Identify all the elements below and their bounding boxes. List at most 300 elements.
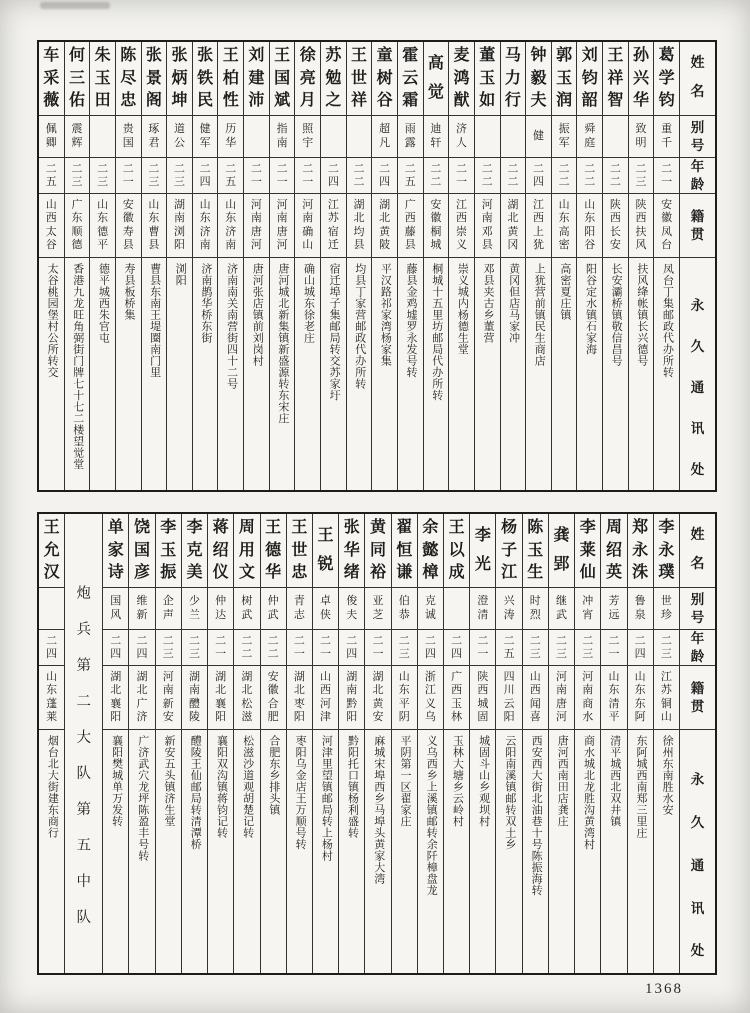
native-cell (418, 666, 443, 730)
person-column (39, 42, 64, 490)
address-cell (270, 258, 295, 490)
person-native: 山 东 东 阿 (634, 670, 646, 724)
age-cell (501, 158, 526, 194)
person-age: 二 二 (507, 162, 519, 188)
person-alias: 贵 国 (122, 123, 134, 149)
person-alias: 震 辉 (71, 123, 83, 149)
person-column (495, 514, 521, 973)
alias-cell (347, 116, 372, 158)
person-native: 江 西 崇 义 (456, 198, 468, 252)
header-column (679, 42, 715, 490)
scan-smudge (40, 2, 110, 9)
native-cell (449, 194, 474, 258)
person-age: 二 四 (379, 162, 391, 188)
person-native: 江 苏 铜 山 (660, 670, 672, 724)
age-cell (142, 158, 167, 194)
person-age: 二 三 (174, 162, 185, 188)
person-alias: 冲 宵 (582, 595, 594, 621)
native-cell (182, 666, 207, 730)
native-cell (218, 194, 243, 258)
person-name: 钟 毅 夫 (530, 47, 547, 109)
age-cell (287, 630, 312, 666)
name-cell (470, 514, 495, 588)
name-cell (321, 42, 346, 116)
person-age: 二 二 (241, 634, 253, 660)
person-alias: 亚 芝 (372, 595, 384, 621)
person-column (260, 514, 286, 973)
person-address: 藤县金鸡墟罗永发号转 (405, 263, 418, 378)
name-cell (628, 514, 653, 588)
person-age: 二 三 (188, 634, 200, 660)
age-cell (167, 158, 192, 194)
person-name: 郭 玉 润 (556, 47, 573, 109)
person-name: 陈 玉 生 (527, 519, 544, 581)
person-address: 德平城西朱官屯 (97, 263, 110, 344)
person-native: 山 东 蓬 莱 (46, 670, 58, 724)
person-name: 王 祥 智 (607, 47, 624, 109)
person-age: 二 三 (398, 634, 410, 660)
person-name: 刘 建 沛 (248, 47, 265, 109)
person-address: 黄冈但店马家冲 (507, 263, 520, 344)
address-cell (501, 258, 526, 490)
person-native: 山 东 济 南 (199, 198, 211, 252)
person-name: 翟 恒 谦 (396, 519, 413, 581)
person-native: 山 东 济 南 (225, 198, 237, 252)
native-cell (365, 666, 390, 730)
alias-cell (526, 116, 551, 158)
native-cell (156, 666, 181, 730)
native-cell (287, 666, 312, 730)
person-name: 王 德 华 (265, 519, 282, 581)
person-name: 霍 云 霜 (402, 47, 419, 109)
person-alias: 迪 轩 (430, 123, 442, 149)
native-cell (496, 666, 521, 730)
native-cell (398, 194, 423, 258)
alias-cell (208, 588, 233, 630)
person-address: 崇义城内杨德生堂 (456, 263, 469, 355)
native-cell (129, 666, 154, 730)
name-cell (347, 42, 372, 116)
address-cell (65, 258, 90, 490)
alias-cell (418, 588, 443, 630)
age-cell (321, 158, 346, 194)
address-cell (449, 258, 474, 490)
address-cell (313, 730, 338, 973)
address-cell (142, 258, 167, 490)
unit-designation-label: 炮 兵 第 二 大 队 第 五 中 队 (76, 586, 91, 927)
address-cell (244, 258, 269, 490)
person-address: 浏阳 (174, 263, 187, 286)
age-cell (65, 158, 90, 194)
header-address-label: 永 久 通 讯 处 (690, 772, 705, 959)
name-cell (398, 42, 423, 116)
person-alias: 澄 清 (477, 595, 489, 621)
person-column (423, 42, 449, 490)
alias-cell (654, 588, 679, 630)
native-cell (295, 194, 320, 258)
address-cell (167, 258, 192, 490)
address-cell (601, 730, 626, 973)
person-address: 广济武穴龙坪陈盈丰号转 (136, 735, 149, 862)
native-cell (552, 194, 577, 258)
name-cell (372, 42, 397, 116)
person-column (469, 514, 495, 973)
address-cell (575, 730, 600, 973)
name-cell (523, 514, 548, 588)
person-native: 浙 江 义 乌 (424, 670, 436, 724)
person-alias: 健 (532, 130, 544, 142)
person-age: 二 三 (660, 634, 672, 660)
native-cell (65, 194, 90, 258)
person-native: 湖 北 广 济 (136, 670, 148, 724)
age-cell (261, 630, 286, 666)
person-alias: 照 宇 (302, 123, 314, 149)
alias-cell (261, 588, 286, 630)
person-native: 陕 西 城 固 (477, 670, 489, 724)
address-cell (398, 258, 423, 490)
native-cell (654, 194, 679, 258)
person-column (338, 514, 364, 973)
person-column (39, 514, 64, 973)
native-cell (549, 666, 574, 730)
person-alias: 继 武 (556, 595, 568, 621)
person-address: 义乌西乡上溪镇邮转余阡樟盘龙 (425, 735, 438, 896)
person-column (653, 42, 679, 490)
native-cell (475, 194, 500, 258)
native-cell (629, 194, 654, 258)
person-column (141, 42, 167, 490)
person-name: 李 光 (474, 526, 491, 574)
person-native: 陕 西 扶 风 (635, 198, 647, 252)
person-alias: 树 武 (241, 595, 253, 621)
person-alias: 少 兰 (188, 595, 200, 621)
person-address: 徐州东南胜水安 (661, 735, 674, 816)
person-address: 阳谷定水镇石家海 (584, 263, 597, 355)
person-age: 二 四 (327, 162, 339, 188)
alias-cell (628, 588, 653, 630)
alias-cell (103, 588, 128, 630)
person-name: 李 莱 仙 (579, 519, 596, 581)
age-cell (444, 630, 469, 666)
person-age: 二 三 (148, 162, 160, 188)
person-address: 西安西大街北油巷十号陈振海转 (530, 735, 543, 896)
alias-cell (496, 588, 521, 630)
person-column (115, 42, 141, 490)
person-alias: 超 凡 (379, 123, 391, 149)
person-column (448, 42, 474, 490)
person-column (243, 42, 269, 490)
person-name: 张 铁 民 (197, 47, 214, 109)
person-age: 二 三 (582, 634, 594, 660)
address-cell (321, 258, 346, 490)
alias-cell (552, 116, 577, 158)
person-alias: 佩 卿 (45, 123, 57, 149)
person-name: 王 国 斌 (274, 47, 291, 109)
name-cell (424, 42, 449, 116)
person-name: 葛 学 钧 (658, 47, 675, 109)
native-cell (193, 194, 218, 258)
person-age: 二 三 (635, 162, 647, 188)
person-alias: 企 声 (162, 595, 174, 621)
person-native: 湖 北 黄 安 (372, 670, 384, 724)
alias-cell (193, 116, 218, 158)
person-native: 湖 南 黔 阳 (346, 670, 358, 724)
native-cell (103, 666, 128, 730)
address-cell (339, 730, 364, 973)
native-cell (39, 194, 64, 258)
person-name: 郑 永 洙 (632, 519, 649, 581)
address-cell (654, 258, 679, 490)
person-address: 平汉路祁家湾杨家集 (379, 263, 392, 367)
alias-cell (313, 588, 338, 630)
age-cell (424, 158, 449, 194)
address-cell (116, 258, 141, 490)
person-column (576, 42, 602, 490)
person-alias: 兴 涛 (503, 595, 515, 621)
person-address: 曹县东南王堤圈南门里 (148, 263, 161, 378)
address-cell (261, 730, 286, 973)
person-native: 山 东 曹 县 (148, 198, 160, 252)
person-column (269, 42, 295, 490)
native-cell (601, 666, 626, 730)
person-age: 二 二 (584, 162, 596, 188)
person-address: 扶风绛帐镇长兴德号 (635, 263, 648, 367)
person-age: 二 一 (293, 634, 305, 660)
header-native (680, 666, 715, 730)
unit-designation-column (64, 514, 102, 973)
person-native: 山 西 河 津 (320, 670, 332, 724)
header-native (680, 194, 715, 258)
alias-cell (444, 588, 469, 630)
person-address: 麻城宋埠西乡马埠头黄家大湾 (372, 735, 385, 885)
name-cell (234, 514, 259, 588)
person-age: 二 四 (136, 634, 148, 660)
name-cell (654, 42, 679, 116)
person-name: 王 世 忠 (291, 519, 308, 581)
name-cell (475, 42, 500, 116)
person-age: 二 三 (71, 162, 83, 188)
person-name: 麦 鸿 猷 (453, 47, 470, 109)
person-address: 均县丁家营邮政代办所转 (353, 263, 366, 390)
person-native: 湖 北 黄 陂 (379, 198, 391, 252)
header-address-label: 永 久 通 讯 处 (690, 298, 705, 478)
age-cell (116, 158, 141, 194)
person-address: 东阿城西南郑三里庄 (634, 735, 647, 839)
name-cell (392, 514, 417, 588)
name-cell (365, 514, 390, 588)
age-cell (496, 630, 521, 666)
age-cell (295, 158, 320, 194)
name-cell (295, 42, 320, 116)
age-cell (347, 158, 372, 194)
person-native: 陕 西 长 安 (609, 198, 621, 252)
person-native: 四 川 云 阳 (503, 670, 515, 724)
address-cell (365, 730, 390, 973)
header-age (680, 158, 715, 194)
person-address: 桐城十五里坊邮局代办所转 (430, 263, 443, 401)
name-cell (65, 42, 90, 116)
age-cell (577, 158, 602, 194)
person-native: 江 西 上 犹 (532, 198, 544, 252)
age-cell (654, 158, 679, 194)
person-age: 二 四 (199, 162, 211, 188)
person-age: 二 五 (503, 634, 515, 660)
person-address: 宿迁埠子集邮局转交苏家圩 (328, 263, 341, 401)
person-address: 黔阳托口镇杨利盛转 (346, 735, 359, 839)
alias-cell (549, 588, 574, 630)
person-native: 湖 南 浏 阳 (174, 198, 185, 252)
person-address: 河津里望镇邮局转上杨村 (320, 735, 333, 862)
person-name: 徐 亮 月 (299, 47, 316, 109)
name-cell (552, 42, 577, 116)
person-age: 二 二 (353, 162, 365, 188)
person-name: 李 克 美 (186, 519, 203, 581)
person-address: 烟台北大街建东商行 (46, 735, 59, 839)
header-name-label: 姓 名 (690, 56, 705, 100)
address-cell (577, 258, 602, 490)
address-cell (424, 258, 449, 490)
person-alias: 国 风 (110, 595, 122, 621)
person-native: 河 南 唐 河 (250, 198, 262, 252)
person-column (364, 514, 390, 973)
person-name: 龚 郢 (553, 526, 570, 574)
age-cell (339, 630, 364, 666)
age-cell (523, 630, 548, 666)
person-age: 二 一 (661, 162, 673, 188)
alias-cell (365, 588, 390, 630)
person-age: 二 五 (225, 162, 237, 188)
person-address: 确山城东徐老庄 (302, 263, 315, 344)
person-name: 王 锐 (317, 526, 334, 574)
person-column (628, 42, 654, 490)
person-age: 二 三 (556, 634, 568, 660)
person-age: 二 四 (424, 634, 436, 660)
age-cell (603, 158, 628, 194)
age-cell (103, 630, 128, 666)
person-native: 山 东 高 密 (558, 198, 570, 252)
age-cell (365, 630, 390, 666)
native-cell (167, 194, 192, 258)
name-cell (577, 42, 602, 116)
person-native: 湖 北 松 滋 (241, 670, 253, 724)
alias-cell (449, 116, 474, 158)
alias-cell (603, 116, 628, 158)
person-age: 二 四 (451, 634, 463, 660)
person-name: 王 世 祥 (350, 47, 367, 109)
age-cell (208, 630, 233, 666)
person-age: 二 三 (162, 634, 174, 660)
name-cell (116, 42, 141, 116)
alias-cell (39, 588, 64, 630)
native-cell (372, 194, 397, 258)
address-cell (603, 258, 628, 490)
name-cell (339, 514, 364, 588)
age-cell (234, 630, 259, 666)
native-cell (392, 666, 417, 730)
person-native: 山 东 阳 谷 (584, 198, 596, 252)
person-alias: 道 公 (174, 123, 185, 149)
alias-cell (523, 588, 548, 630)
person-alias: 时 烈 (529, 595, 541, 621)
person-column (653, 514, 679, 973)
name-cell (654, 514, 679, 588)
name-cell (601, 514, 626, 588)
address-cell (218, 258, 243, 490)
name-cell (261, 514, 286, 588)
person-address: 济南南关南营街四十二号 (225, 263, 238, 390)
person-native: 湖 北 襄 阳 (110, 670, 122, 724)
age-cell (575, 630, 600, 666)
name-cell (103, 514, 128, 588)
person-name: 车 采 薇 (43, 47, 60, 109)
person-alias: 仲 武 (267, 595, 279, 621)
person-address: 城固斗山乡观坝村 (477, 735, 490, 827)
name-cell (208, 514, 233, 588)
age-cell (129, 630, 154, 666)
address-cell (208, 730, 233, 973)
name-cell (90, 42, 115, 116)
person-alias: 振 军 (558, 123, 570, 149)
address-cell (628, 730, 653, 973)
alias-cell (234, 588, 259, 630)
address-cell (418, 730, 443, 973)
alias-cell (475, 116, 500, 158)
person-address: 唐河西南田店龚庄 (556, 735, 569, 827)
person-alias: 克 诚 (424, 595, 436, 621)
alias-cell (295, 116, 320, 158)
native-cell (444, 666, 469, 730)
native-cell (270, 194, 295, 258)
address-cell (392, 730, 417, 973)
alias-cell (287, 588, 312, 630)
header-age (680, 630, 715, 666)
person-age: 二 二 (481, 162, 493, 188)
person-column (207, 514, 233, 973)
person-column (500, 42, 526, 490)
person-native: 河 南 确 山 (302, 198, 314, 252)
person-native: 山 西 闻 喜 (529, 670, 541, 724)
name-cell (501, 42, 526, 116)
header-alias (680, 588, 715, 630)
person-column (181, 514, 207, 973)
person-name: 饶 国 彦 (134, 519, 151, 581)
name-cell (156, 514, 181, 588)
person-column (397, 42, 423, 490)
person-column (551, 42, 577, 490)
person-column (627, 514, 653, 973)
address-cell (549, 730, 574, 973)
alias-cell (65, 116, 90, 158)
person-column (155, 514, 181, 973)
native-cell (628, 666, 653, 730)
person-name: 苏 勉 之 (325, 47, 342, 109)
alias-cell (244, 116, 269, 158)
age-cell (90, 158, 115, 194)
person-native: 山 东 德 平 (97, 198, 109, 252)
age-cell (244, 158, 269, 194)
person-age: 二 二 (267, 634, 279, 660)
person-address: 香港九龙旺角弼街门牌七十七二楼望觉堂 (71, 263, 84, 470)
person-column (64, 42, 90, 490)
person-column (602, 42, 628, 490)
native-cell (234, 666, 259, 730)
name-cell (313, 514, 338, 588)
person-alias: 仲 达 (215, 595, 227, 621)
name-cell (193, 42, 218, 116)
person-address: 寿县板桥集 (123, 263, 135, 321)
address-cell (287, 730, 312, 973)
address-cell (654, 730, 679, 973)
